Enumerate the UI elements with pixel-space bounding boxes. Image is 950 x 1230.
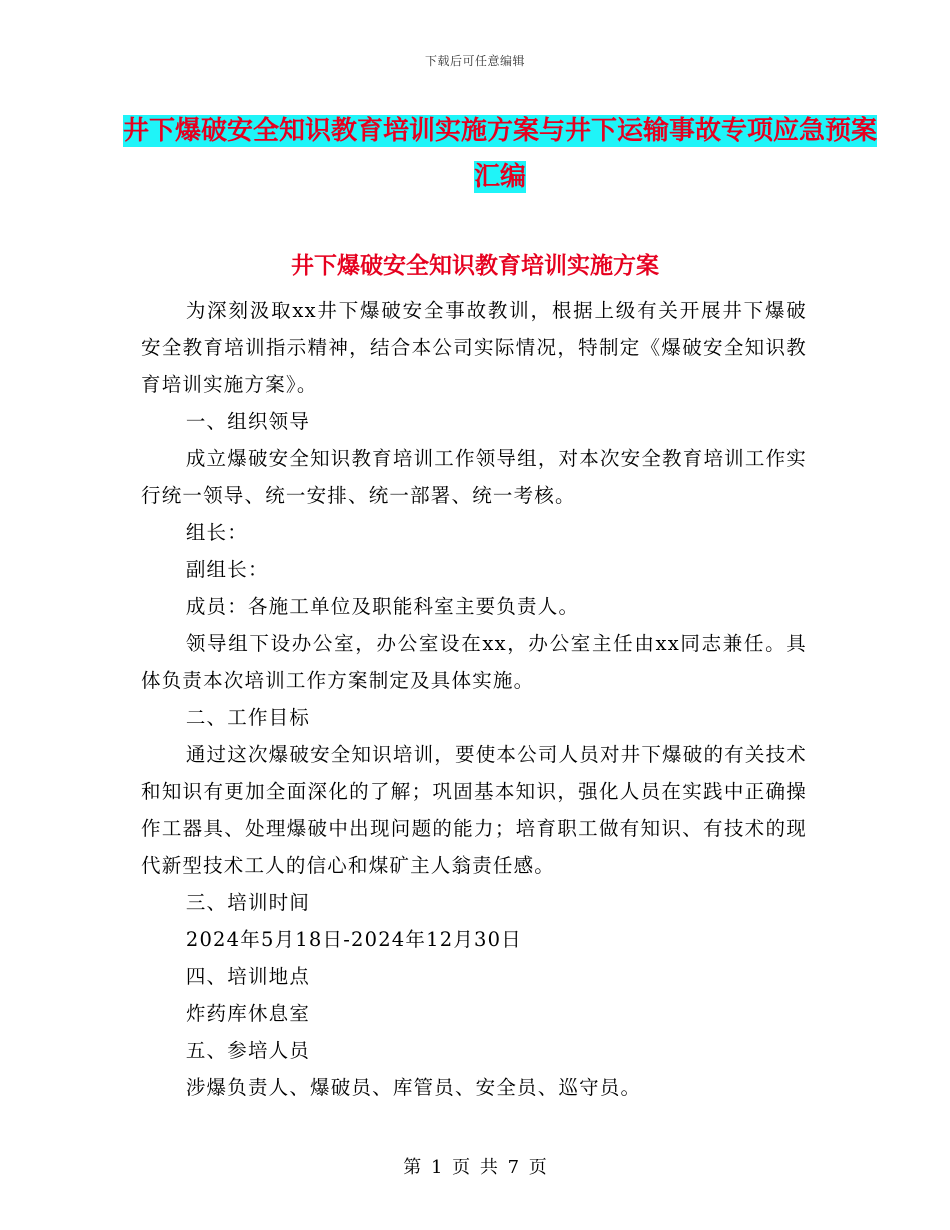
paragraph-office: 领导组下设办公室，办公室设在xx，办公室主任由xx同志兼任。具体负责本次培训工作方案制定及具体实施。 — [141, 632, 807, 692]
section-title: 井下爆破安全知识教育培训实施方案 — [291, 253, 659, 279]
paragraph-training-time: 2024年5月18日-2024年12月30日 — [185, 928, 522, 951]
heading-goals: 二、工作目标 — [185, 706, 311, 729]
paragraph-organization: 成立爆破安全知识教育培训工作领导组，对本次安全教育培训工作实行统一领导、统一安排、统一部署、统一考核。 — [141, 447, 807, 507]
field-group-leader: 组长： — [185, 521, 248, 544]
heading-training-time: 三、培训时间 — [185, 891, 311, 914]
heading-organization: 一、组织领导 — [185, 410, 311, 433]
paragraph-members: 成员：各施工单位及职能科室主要负责人。 — [185, 595, 580, 618]
paragraph-intro: 为深刻汲取xx井下爆破安全事故教训，根据上级有关开展井下爆破安全教育培训指示精神，结合本公司实际情况，特制定《爆破安全知识教育培训实施方案》。 — [141, 299, 807, 396]
page-header: 下载后可任意编辑 — [424, 54, 525, 68]
paragraph-participants: 涉爆负责人、爆破员、库管员、安全员、巡守员。 — [185, 1076, 642, 1099]
page-footer: 第 1 页 共 7 页 — [403, 1157, 547, 1178]
paragraph-goals: 通过这次爆破安全知识培训，要使本公司人员对井下爆破的有关技术和知识有更加全面深化的了解；巩固基本知识，强化人员在实践中正确操作工器具、处理爆破中出现问题的能力；培育职工做有知识、有技术的现代新型技术工人的信心和煤矿主人翁责任感。 — [141, 743, 807, 877]
heading-training-location: 四、培训地点 — [185, 965, 311, 988]
field-deputy-leader: 副组长： — [185, 558, 269, 581]
document-title-text: 井下爆破安全知识教育培训实施方案与井下运输事故专项应急预案汇编 — [122, 116, 877, 192]
document-title — [120, 108, 880, 200]
document-body — [141, 292, 807, 1106]
paragraph-training-location: 炸药库休息室 — [185, 1002, 311, 1025]
heading-participants: 五、参培人员 — [185, 1039, 311, 1062]
